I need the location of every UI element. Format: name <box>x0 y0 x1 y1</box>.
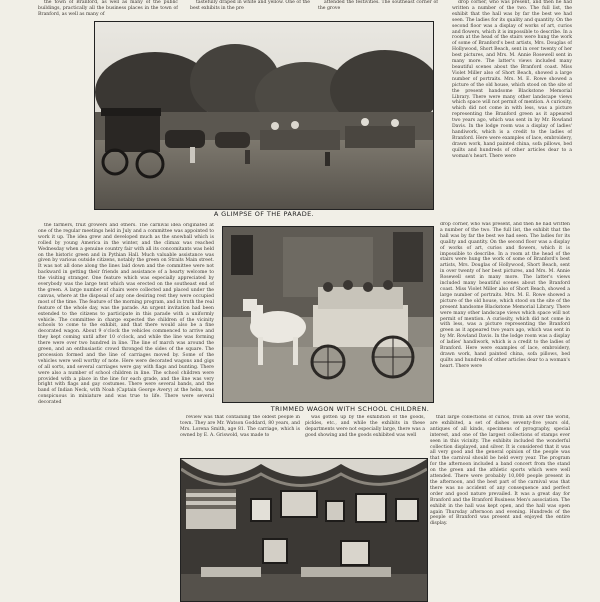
text-column-top-right <box>318 0 438 16</box>
text-column-right-middle <box>440 222 570 402</box>
parade-photo-image <box>95 22 433 209</box>
text-column-bottom-mid2 <box>305 415 425 455</box>
text-column-bottom-mid <box>180 415 300 455</box>
paragraph: attended the festivities. The southeast corner of the grove <box>318 0 438 11</box>
wagon-photo-image <box>223 227 433 402</box>
paragraph: drop corner, who was present, and then he had written a number of the two. The full list, the exhibit that the hall was by far the best we had seen. The ladies for its quality and quantity. On the second floor was a display of works of art, curios and flowers, which it is impossible to describe. In a room at the head of the stairs were hung the work of some of Branford's best artists, Mrs. Douglas of Hollywood, Short Beach, sent in over twenty of her best pictures, and Mrs. M. Annie Rosewell sent in many more. The latter's views included many beautiful scenes about the Branford coast. Miss Violet Miller also of Short Beach, showed a large number of portraits. Mrs. M. E. Rowe showed a picture of the old house, which stood on the site of the present handsome Blackstone Memorial Library. There were many other landscape views which space will not permit of mention. A curiosity, which did not come in with less, was a picture representing the Branford green as it appeared two years ago, which was sent in by Mr. Rowland Davis. In the lodge room was a display of ladies' handiwork, which is a credit to the ladies of Branford. Here were examples of lace, embroidery, drawn work, hand painted china, sofa pillows, bed quilts and hundreds of other articles dear to a woman's heart. There were <box>440 222 570 369</box>
text-column-right-upper <box>452 0 572 218</box>
text-column-top-middle <box>190 0 310 16</box>
paragraph: the town of Branford, as well as many of the public buildings, practically all the business places in the town of Branford, as well as many of <box>38 0 178 16</box>
parade-photo <box>94 21 434 210</box>
paragraph: that large collections of curios, from all over the world, are exhibited, a set of dishes seventy-five years old, antiques of all kinds, specimens of pyrography, special interest, and one of the largest collections of stamps ever seen in this vicinity. The exhibits included the wonderful collection displayed, and silver. It is considered that it was all very good and the general opinion of the people was that the carnival should be held every year. The program for the afternoon included a band concert from the stand on the green and the athletic sports which were well attended. There were probably 10,000 people present in the afternoon, and the best part of the carnival was that there was no accident of any consequence and perfect order and good nature prevailed. It was a great day for Branford and the Branford Business Men's association. The exhibit in the hall was kept open, and the hall was open again Thursday afternoon and evening. Hundreds of the people of Branford was present and enjoyed the entire display. <box>430 415 570 527</box>
wagon-caption: TRIMMED WAGON WITH SCHOOL CHILDREN. <box>270 405 430 413</box>
text-column-bottom-right <box>430 415 570 600</box>
paragraph: was gotten up by the exhibition of the goods, pickles, etc., and while the exhibits in these departments were not especially large, there was a good showing and the goods exhibited was well <box>305 415 425 438</box>
paragraph: the farmers, fruit growers and others. The carnival idea originated at one of the regular meetings held in July and a committee was appointed to work it up. The idea grew and developed much as the snowball which is rolled by young America in the winter, and the climax was reached Wednesday when a genuine country fair with all its concomitants was held on the historic green and in Pythian Hall. Much valuable assistance was given by various outside citizens, notably the green on Straits Main street. It was not all done along the lines laid down and the committee were not backward in getting their friends and assistance of a hearty welcome to the visiting stranger. One feature which was especially appreciated by everybody was the large tent which was erected on the southeast end of the green. A large number of chairs were collected and placed under the canvas, where at the disposal of any one desiring rest they were occupied most of the time. The feature of the morning program, and in truth the real feature of the whole day, was the parade. An urgent invitation had been extended to the citizens to participate in this parade with a uniformly vehicle. The committee in charge expected the children of the vicinity schools to come to the exhibit, and that there would also be a fine decorated wagon. About 9 o'clock the vehicles commenced to arrive and they kept coming until after 10 o'clock, and while the line was forming there were over two hundred in line. The line of march was around the green, and an enthusiastic crowd thronged the sides of the square. The procession formed and the line of carriages moved by. Some of the vehicles were well worthy of note. Here were decorated wagons and gigs of all sorts, and several carriages were gay with flags and bunting. There were also a number of school children in line. The school children were provided with a place in the line for each grade, and the line was very bright with flags and gay costumes. There were several bands, and the band of Indian Neck, with Noah (Captain George Avery) at the helm, was conspicuous in miniature and was true to life. There were several decorated <box>38 223 214 406</box>
text-column-top-left <box>38 0 178 16</box>
wagon-photo <box>222 226 434 403</box>
exhibit-hall-photo <box>180 458 428 602</box>
paragraph: tastefully draped in white and yellow. One of the best exhibits in the pre <box>190 0 310 11</box>
paragraph: review was that containing the oldest people in town. They are Mr. Watson Goddard, 80 years, and Mrs. Lorena Smith, age 81. The carriage, which is owned by E. A. Griswold, was made to <box>180 415 300 438</box>
parade-caption: A GLIMPSE OF THE PARADE. <box>213 210 315 218</box>
exhibit-hall-photo-image <box>181 459 427 601</box>
paragraph: drop corner, who was present, and then he had written a number of the two. The full list, the exhibit that the hall was by far the best we had seen. The ladies for its quality and quantity. On the second floor was a display of works of art, curios and flowers, which it is impossible to describe. In a room at the head of the stairs were hung the work of some of Branford's best artists, Mrs. Douglas of Hollywood, Short Beach, sent in over twenty of her best pictures, and Mrs. M. Annie Rosewell sent in many more. The latter's views included many beautiful scenes about the Branford coast. Miss Violet Miller also of Short Beach, showed a large number of portraits. Mrs. M. E. Rowe showed a picture of the old house, which stood on the site of the present handsome Blackstone Memorial Library. There were many other landscape views which space will not permit of mention. A curiosity, which did not come in with less, was a picture representing the Branford green as it appeared two years ago, which was sent in by Mr. Rowland Davis. In the lodge room was a display of ladies' handiwork, which is a credit to the ladies of Branford. Here were examples of lace, embroidery, drawn work, hand painted china, sofa pillows, bed quilts and hundreds of other articles dear to a woman's heart. There were <box>452 0 572 159</box>
